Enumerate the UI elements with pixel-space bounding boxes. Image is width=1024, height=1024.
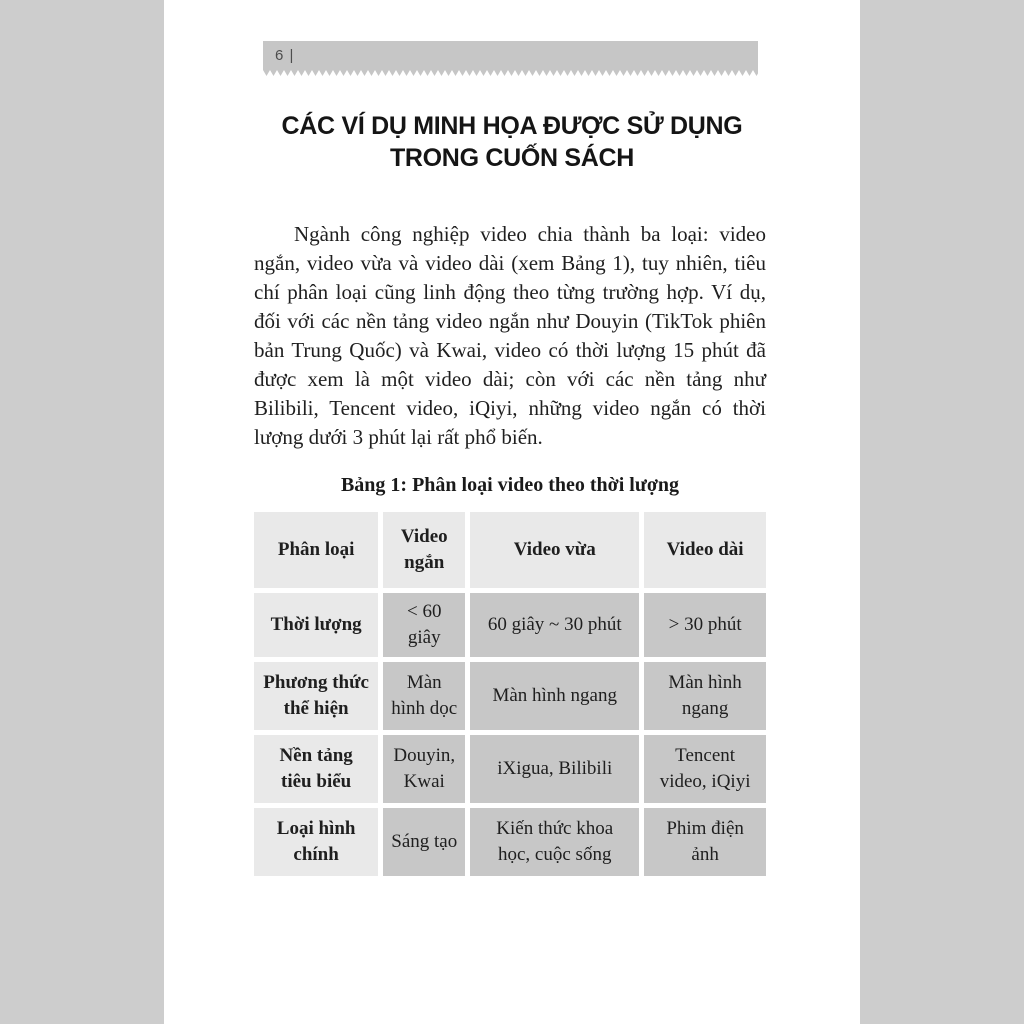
column-header: Video dài — [644, 512, 766, 588]
page-header-bar — [263, 41, 758, 76]
row-label: Loại hình chính — [254, 808, 378, 876]
table-header-row — [254, 512, 766, 588]
table-row — [254, 808, 766, 876]
table-caption: Bảng 1: Phân loại video theo thời lượng — [340, 474, 680, 496]
table-row — [254, 662, 766, 730]
column-header: Phân loại — [254, 512, 378, 588]
row-label: Thời lượng — [254, 593, 378, 657]
row-label: Phương thức thể hiện — [254, 662, 378, 730]
row-label: Nền tảng tiêu biểu — [254, 735, 378, 803]
page-number: 6 | — [275, 47, 295, 64]
table-cell: 60 giây ~ 30 phút — [470, 593, 639, 657]
table-cell: Kiến thức khoa học, cuộc sống — [470, 808, 639, 876]
table-cell: Douyin, Kwai — [383, 735, 465, 803]
table-cell: < 60 giây — [383, 593, 465, 657]
body-paragraph: Ngành công nghiệp video chia thành ba loại: video ngắn, video vừa và video dài (xem Bảng 1), tuy nhiên, tiêu chí phân loại cũng linh động theo từng trường hợp. Ví dụ, đối với các nền tảng video ngắn như Douyin (TikTok phiên bản Trung Quốc) và Kwai, video có thời lượng 15 phút đã được xem là một video dài; còn với các nền tảng như Bilibili, Tencent video, iQiyi, những video ngắn có thời lượng dưới 3 phút lại rất phổ biến. — [254, 222, 766, 449]
table-cell: Phim điện ảnh — [644, 808, 766, 876]
column-header: Video vừa — [470, 512, 639, 588]
book-page — [164, 0, 860, 1024]
table-cell: Màn hình ngang — [644, 662, 766, 730]
table-cell: Tencent video, iQiyi — [644, 735, 766, 803]
table-cell: > 30 phút — [644, 593, 766, 657]
table-cell: Màn hình ngang — [470, 662, 639, 730]
column-header: Video ngắn — [383, 512, 465, 588]
video-classification-table — [249, 507, 771, 881]
sawtooth-edge-icon — [263, 70, 758, 76]
table-row — [254, 593, 766, 657]
chapter-title: CÁC VÍ DỤ MINH HỌA ĐƯỢC SỬ DỤNG TRONG CUỐN SÁCH — [281, 112, 743, 172]
table-cell: Sáng tạo — [383, 808, 465, 876]
table-row — [254, 735, 766, 803]
table-cell: Màn hình dọc — [383, 662, 465, 730]
table-cell: iXigua, Bilibili — [470, 735, 639, 803]
